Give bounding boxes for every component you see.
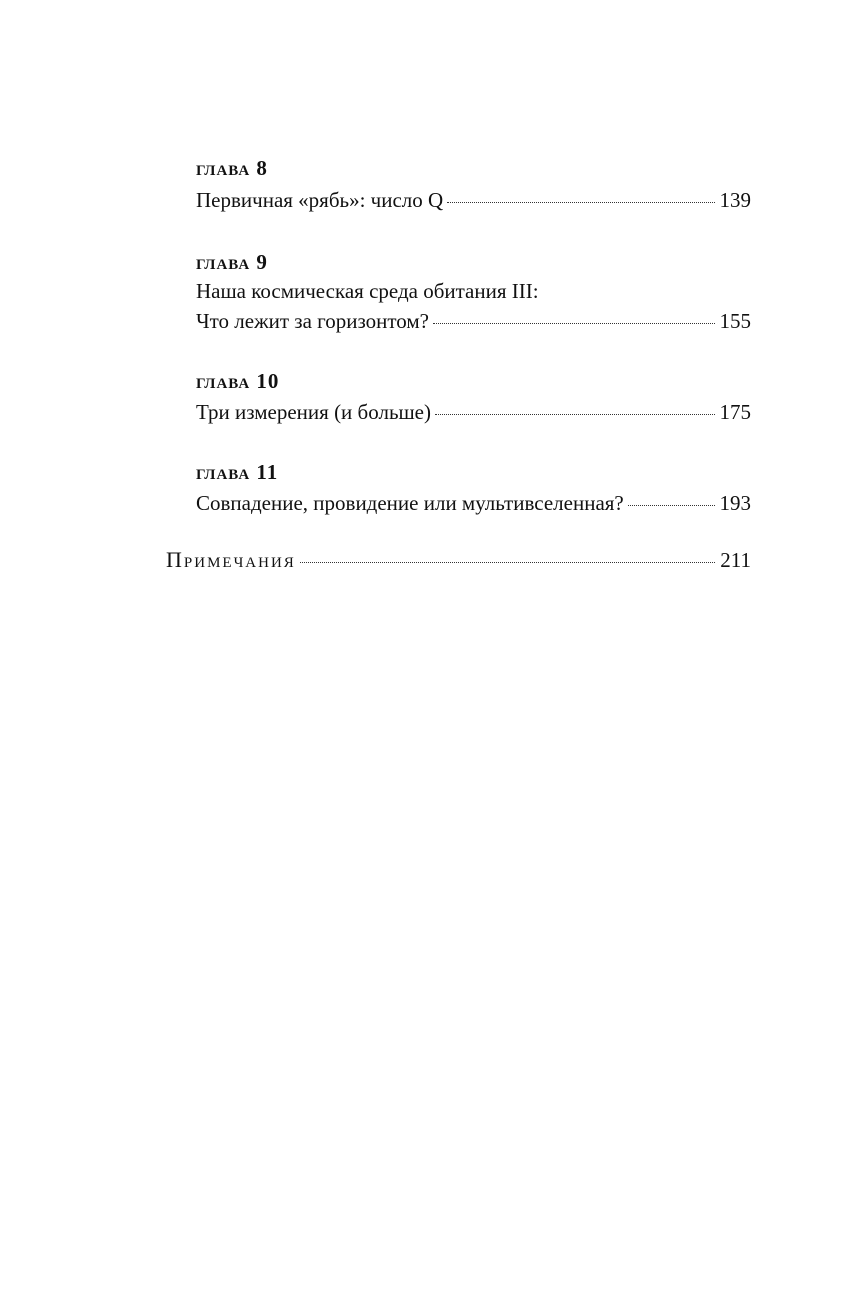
chapter-11-title: Совпадение, провидение или мультивселенная? bbox=[196, 491, 624, 515]
chapter-9-title-line-2: Что лежит за горизонтом? bbox=[196, 309, 429, 333]
chapter-10-title: Три измерения (и больше) bbox=[196, 400, 431, 424]
dot-leader bbox=[447, 201, 714, 203]
notes-title: Примечания bbox=[166, 547, 296, 572]
dot-leader bbox=[433, 322, 715, 324]
chapter-9-label: глава 9 bbox=[196, 250, 268, 274]
chapter-8-page-number: 139 bbox=[719, 188, 751, 212]
toc-entry-chapter-11[interactable] bbox=[196, 489, 751, 517]
chapter-9-title-line-1: Наша космическая среда обитания III: bbox=[196, 279, 539, 303]
notes-page-number: 211 bbox=[720, 548, 751, 572]
chapter-8-title: Первичная «рябь»: число Q bbox=[196, 188, 444, 212]
toc-entry-chapter-8[interactable] bbox=[196, 186, 751, 214]
toc-entry-notes[interactable] bbox=[166, 546, 751, 574]
chapter-11-page-number: 193 bbox=[719, 491, 751, 515]
chapter-10-label: глава 10 bbox=[196, 369, 280, 393]
toc-entry-chapter-9[interactable] bbox=[196, 307, 751, 335]
chapter-10-page-number: 175 bbox=[719, 400, 751, 424]
dot-leader bbox=[435, 413, 715, 415]
chapter-11-label: глава 11 bbox=[196, 460, 279, 484]
toc-entry-chapter-10[interactable] bbox=[196, 398, 751, 426]
dot-leader bbox=[300, 561, 715, 563]
toc-entry-chapter-9-line-1[interactable] bbox=[196, 277, 751, 305]
dot-leader bbox=[628, 504, 715, 506]
chapter-9-page-number: 155 bbox=[719, 309, 751, 333]
chapter-8-label: глава 8 bbox=[196, 156, 268, 180]
